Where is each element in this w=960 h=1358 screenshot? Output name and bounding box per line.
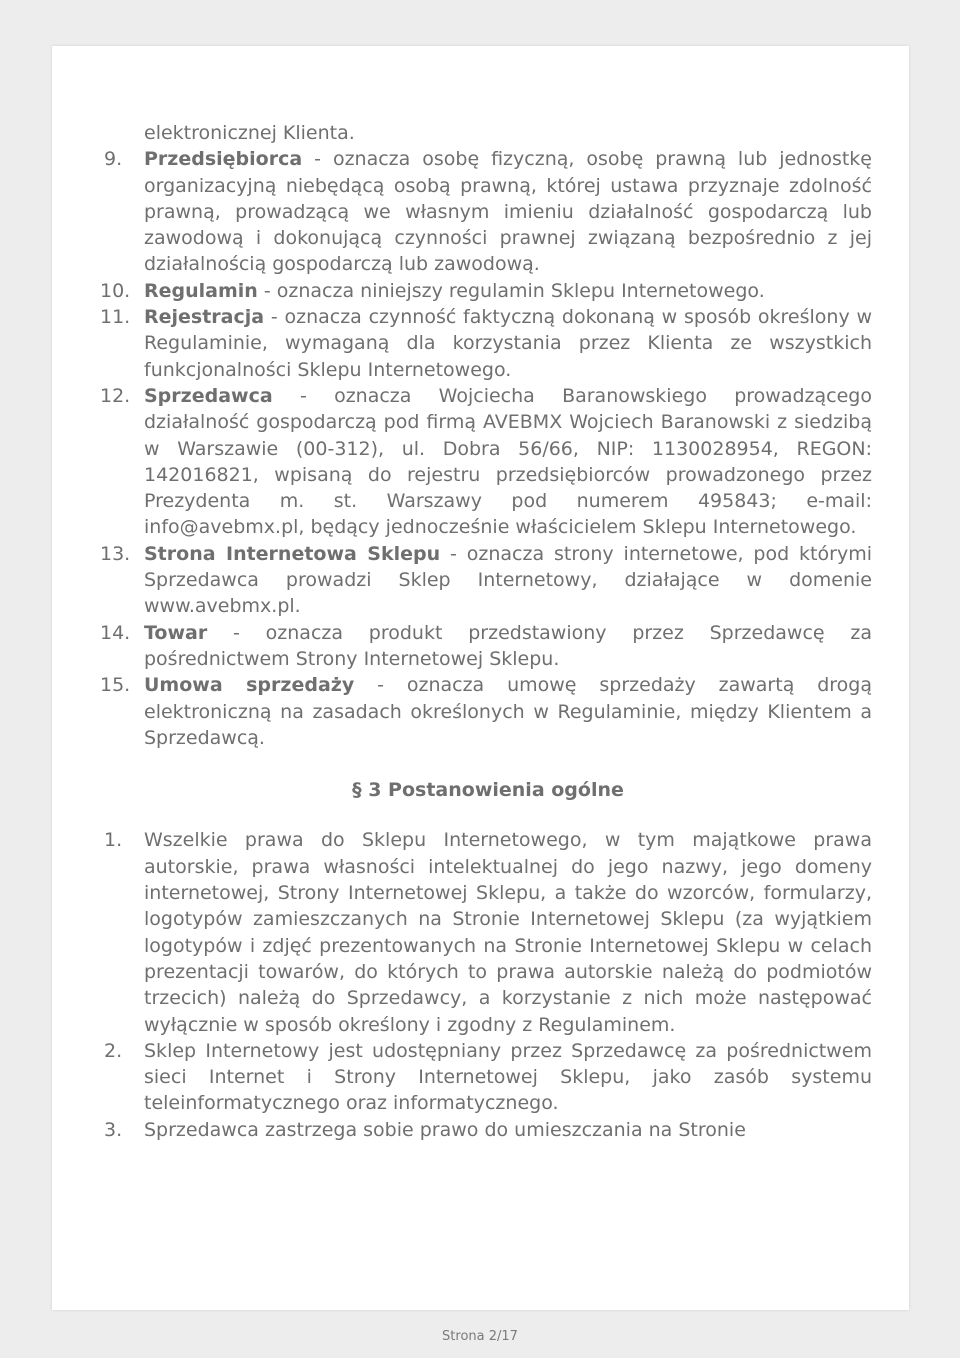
item-term: Umowa sprzedaży [144, 674, 355, 697]
item-term: Towar [144, 621, 208, 644]
item-number: 1. [104, 829, 123, 852]
item-text: - oznacza produkt przedstawiony przez Sprzedawcę za pośrednictwem Strony Internetowej Sklepu. [144, 621, 872, 670]
item-number: 3. [104, 1118, 123, 1141]
item-term: Regulamin [144, 279, 258, 302]
item-term: Strona Internetowa Sklepu [144, 542, 441, 565]
provision-item [52, 1038, 872, 1117]
item-text: - oznacza czynność faktyczną dokonaną w sposób określony w Regulaminie, wymaganą dla korzystania przez Klienta ze wszystkich funkcjonalności Sklepu Internetowego. [144, 306, 872, 381]
item-text: - oznacza umowę sprzedaży zawartą drogą elektroniczną na zasadach określonych w Regulaminie, między Klientem a Sprzedawcą. [144, 674, 873, 749]
provision-item [52, 1117, 872, 1143]
item-text: elektronicznej Klienta. [144, 122, 355, 144]
item-number: 15. [100, 674, 131, 697]
definition-item [52, 146, 872, 277]
item-number: 11. [100, 306, 131, 329]
definition-item [52, 120, 872, 146]
definition-item [52, 620, 872, 673]
document-content [52, 120, 872, 1143]
item-number: 12. [100, 384, 131, 407]
item-number: 14. [100, 621, 131, 644]
item-number: 9. [104, 148, 123, 171]
definition-item [52, 278, 872, 304]
definition-item [52, 383, 872, 541]
item-number: 10. [100, 279, 131, 302]
item-text: Wszelkie prawa do Sklepu Internetowego, w tym majątkowe prawa autorskie, prawa własności intelektualnej do jego nazwy, jego domeny internetowej, Strony Internetowej Sklepu, a także do wzorców, formularzy, logotypów zamieszczanych na Stronie Internetowej Sklepu (za wyjątkiem logotypów i zdjęć prezentowanych na Stronie Internetowej Sklepu w celach prezentacji towarów, do których to prawa autorskie należą do podmiotów trzecich) należą do Sprzedawcy, a korzystanie z nich może następować wyłącznie w sposób określony i zgodny z Regulaminem. [144, 829, 872, 1036]
definition-item [52, 304, 872, 383]
item-text: - oznacza osobę fizyczną, osobę prawną lub jednostkę organizacyjną niebędącą osobą prawną, której ustawa przyznaje zdolność prawną, prowadzącą we własnym imieniu działalność gospodarczą lub zawodową i dokonującą czynności prawnej związaną bezpośrednio z jej działalnością gospodarczą lub zawodową. [144, 148, 872, 276]
item-term: Sprzedawca [144, 384, 273, 407]
page-number-footer: Strona 2/17 [442, 1329, 518, 1344]
item-text: - oznacza niniejszy regulamin Sklepu Internetowego. [257, 279, 765, 302]
section-heading: § 3 Postanowienia ogólne [352, 779, 624, 802]
provision-item [52, 827, 872, 1037]
item-term: Przedsiębiorca [144, 148, 303, 171]
item-number: 13. [100, 542, 131, 565]
definition-item [52, 672, 872, 751]
item-number: 2. [104, 1039, 123, 1062]
definition-item [52, 541, 872, 620]
item-text: - oznacza strony internetowe, pod którymi Sprzedawca prowadzi Sklep Internetowy, działające w domenie www.avebmx.pl. [144, 542, 872, 618]
item-term: Rejestracja [144, 306, 265, 329]
item-text: Sprzedawca zastrzega sobie prawo do umieszczania na Stronie [144, 1118, 746, 1141]
item-text: - oznacza Wojciecha Baranowskiego prowadzącego działalność gospodarczą pod firmą AVEBMX Wojciech Baranowski z siedzibą w Warszawie (00-312), ul. Dobra 56/66, NIP: 1130028954, REGON: 142016821, wpisaną do rejestru przedsiębiorców prowadzonego przez Prezydenta m. st. Warszawy pod numerem 495843; e-mail: info@avebmx.pl, będący jednocześnie właścicielem Sklepu Internetowego. [144, 384, 872, 539]
item-text: Sklep Internetowy jest udostępniany przez Sprzedawcę za pośrednictwem sieci Internet i Strony Internetowej Sklepu, jako zasób systemu teleinformatycznego oraz informatycznego. [144, 1039, 872, 1115]
